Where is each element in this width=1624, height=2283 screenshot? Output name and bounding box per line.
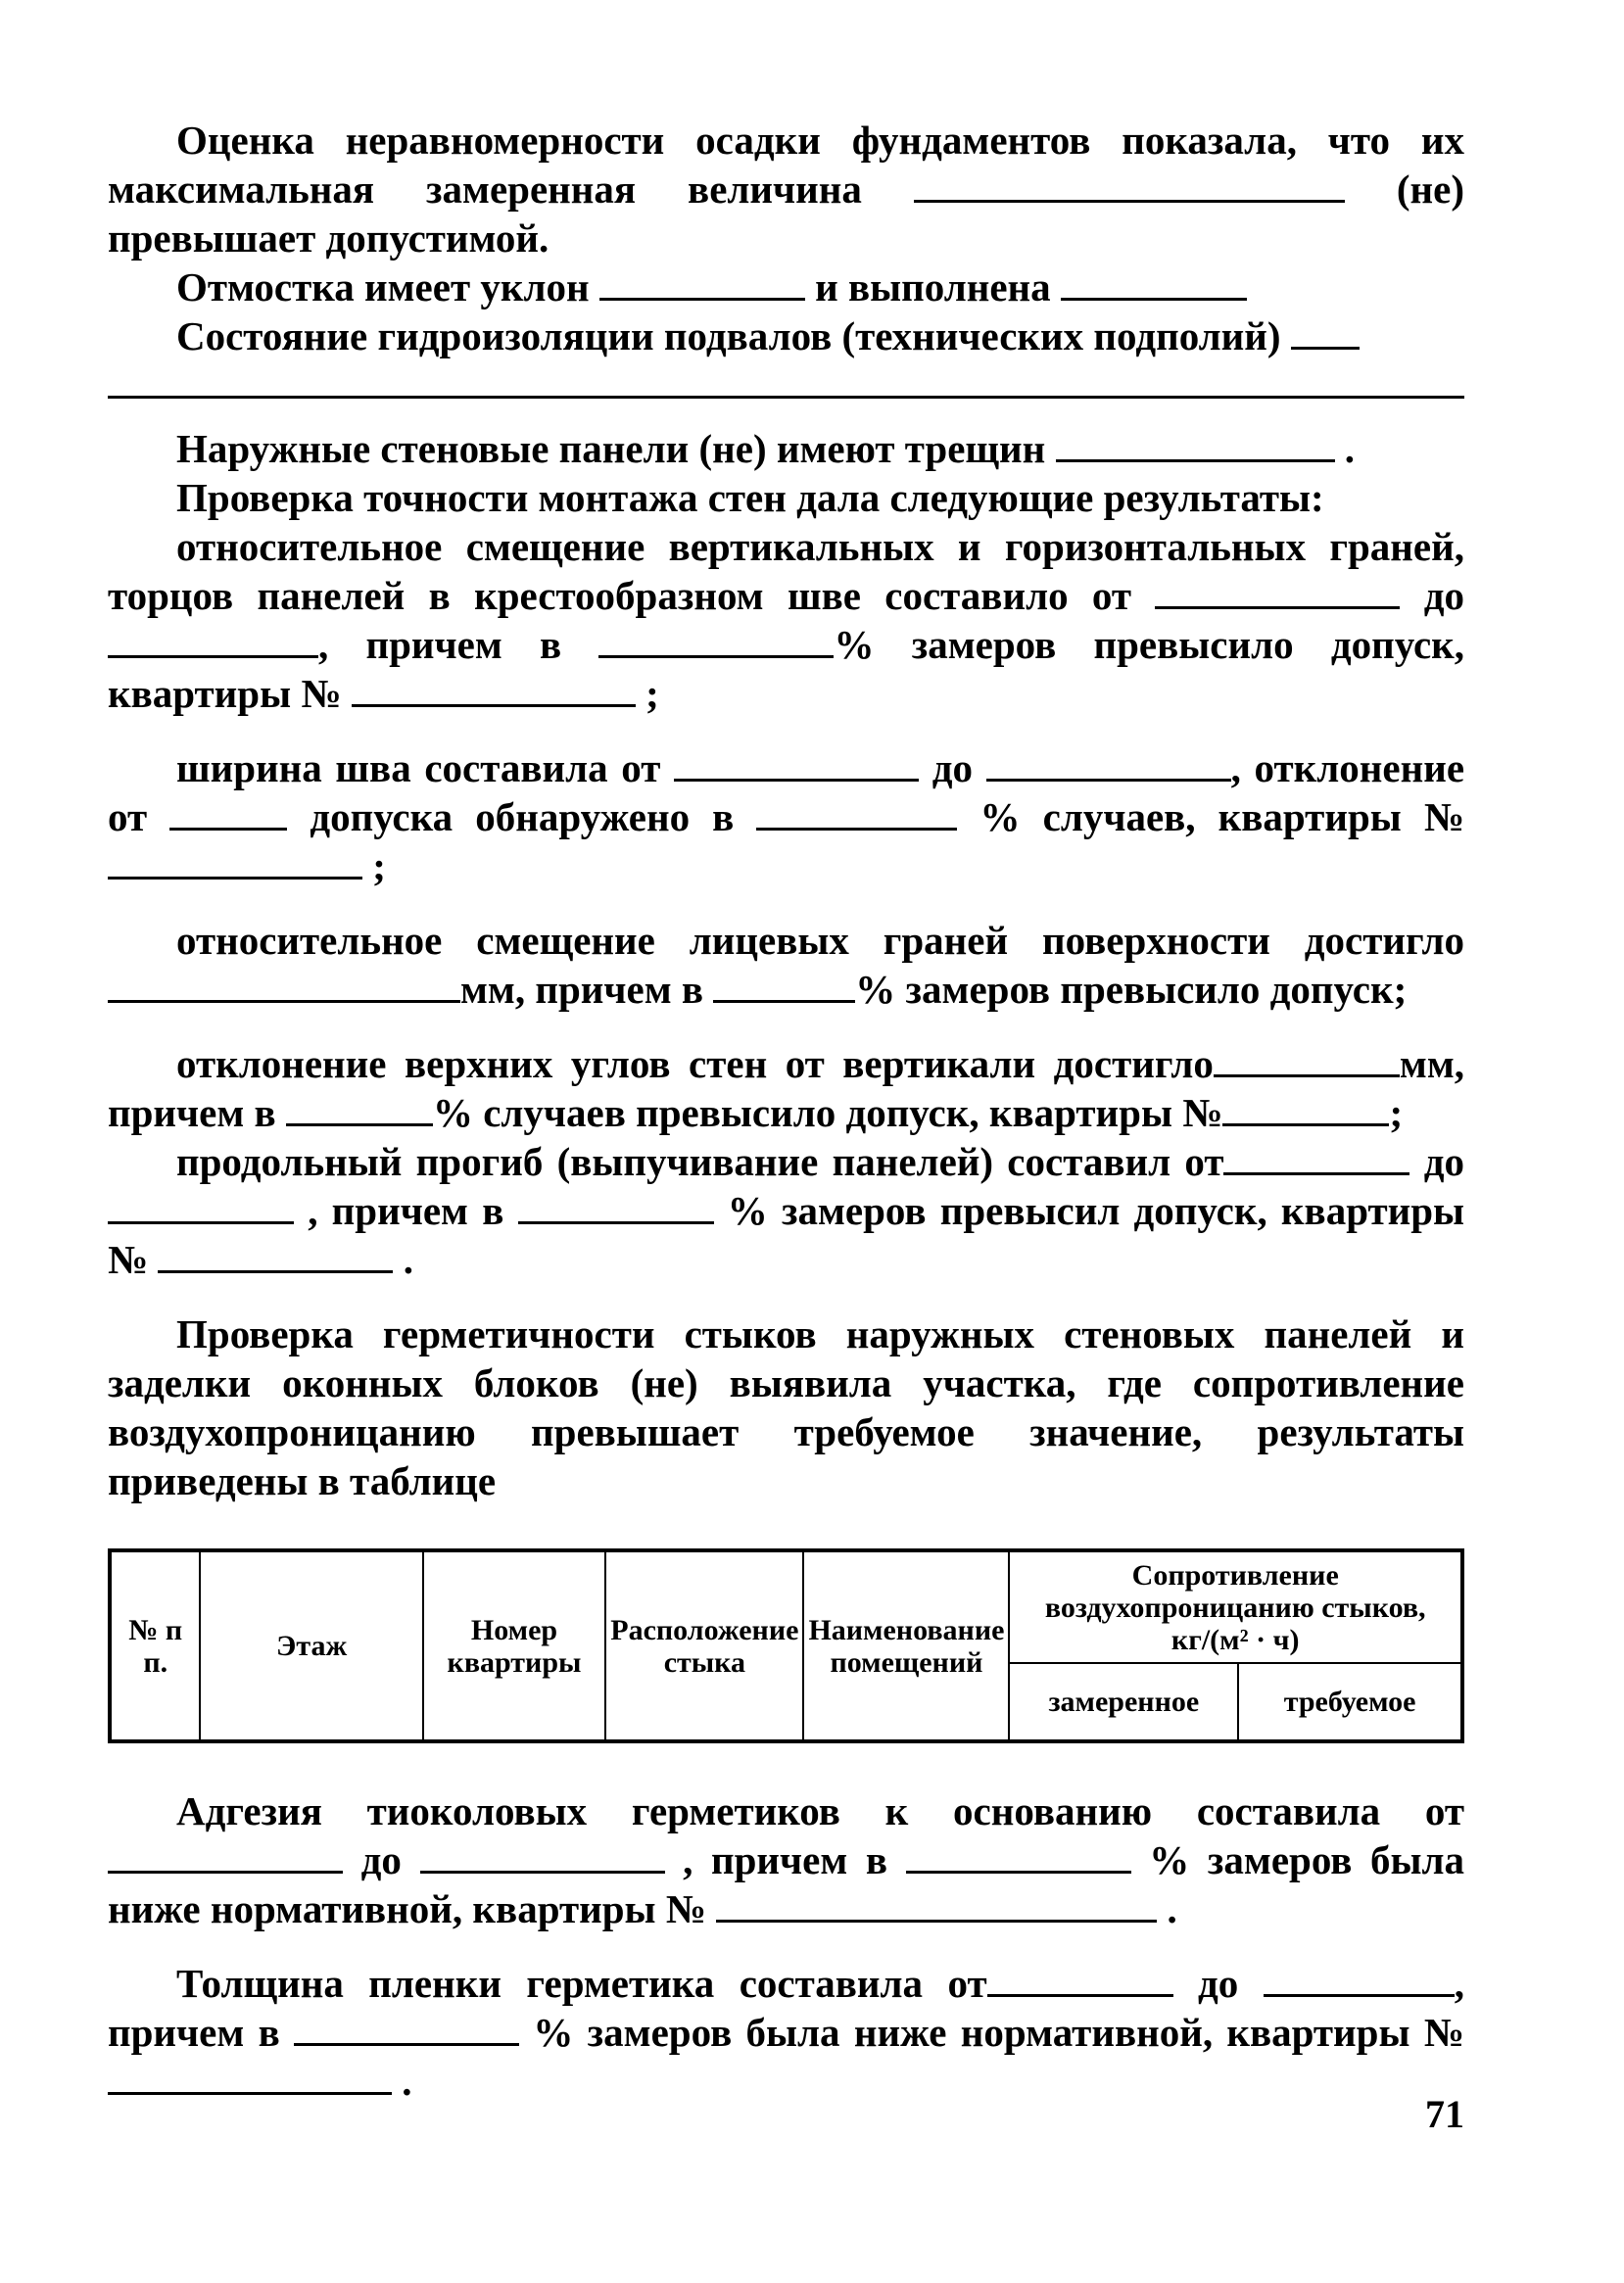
blank-field[interactable] [108,1192,294,1224]
text: % замеров превысило допуск, квартиры № [108,622,1465,716]
page-number: 71 [1425,2092,1464,2136]
blank-field[interactable] [756,798,957,831]
blank-field[interactable] [108,626,318,658]
text: % случаев, квартиры № [979,794,1465,839]
text: относительное смещение вертикальных и горизонтальных граней, торцов панелей в крестообразном шве составило от [108,524,1464,618]
text: до [1423,573,1464,618]
blank-field[interactable] [1223,1143,1409,1175]
text: ; [1389,1090,1404,1135]
paragraph-panel-bow [108,1137,1464,1284]
text: (не) превышает допустимой. [108,166,1464,261]
text: . [1167,1886,1177,1931]
text: мм, причем в [460,967,704,1012]
paragraph-joint-tightness [108,1309,1464,1505]
header-joint-location: Расположение стыка [605,1550,803,1741]
paragraph-corner-deviation [108,1039,1464,1137]
text: до [1423,1139,1465,1184]
blank-field[interactable] [108,971,460,1003]
text: , причем в [683,1837,888,1882]
blank-field[interactable] [987,1965,1173,1997]
text: % случаев превысило допуск, квартиры № [432,1090,1223,1135]
blank-field[interactable] [716,1890,1157,1923]
text: до [1198,1961,1239,2006]
blank-field[interactable] [352,675,636,707]
blank-field[interactable] [906,1841,1131,1874]
blank-field[interactable] [1222,1094,1389,1126]
text: . [403,1237,413,1282]
text: % замеров превысил допуск, квартиры № [108,1188,1465,1282]
text: , причем в [318,622,562,667]
blank-field[interactable] [420,1841,665,1874]
blank-field[interactable] [986,749,1231,782]
paragraph-film-thickness [108,1959,1464,2106]
air-permeability-table [108,1548,1464,1743]
blank-field[interactable] [1291,317,1360,350]
text: Отмостка имеет уклон [176,264,590,309]
text: Адгезия тиоколовых герметиков к основанию составила от [176,1788,1464,1833]
paragraph-seam-width [108,743,1464,890]
blank-field[interactable] [1264,1965,1455,1997]
text: допуска обнаружено в [310,794,735,839]
blank-field[interactable] [1214,1045,1400,1077]
text: до [360,1837,402,1882]
paragraph-joint-shift [108,522,1464,718]
text: до [931,745,973,790]
text: и выполнена [815,264,1051,309]
blank-line[interactable] [108,360,1464,399]
text: Состояние гидроизоляции подвалов (технических подполий) [176,313,1281,358]
blank-field[interactable] [713,971,855,1003]
paragraph-foundation-settlement [108,116,1464,262]
text: отклонение верхних углов стен от вертикали достигло [176,1041,1214,1086]
header-resistance: Сопротивление воздухопроницанию стыков, кг/(м² · ч) [1009,1550,1462,1663]
text: Толщина пленки герметика составила от [176,1961,987,2006]
text: мм, причем в [108,1041,1464,1135]
text: % замеров была ниже нормативной, квартиры № [108,1837,1465,1931]
blank-field[interactable] [599,268,805,301]
blank-field[interactable] [674,749,919,782]
text: . [402,2059,412,2104]
blank-field[interactable] [1061,268,1247,301]
blank-field[interactable] [294,2014,519,2046]
header-row-number: № п п. [110,1550,200,1741]
text: Проверка герметичности стыков наружных стеновых панелей и заделки оконных блоков (не) выявила участка, где сопротивление воздухопроницанию превышает требуемое значение, результаты приведены в таблице [108,1311,1464,1503]
header-floor: Этаж [200,1550,422,1741]
blank-field[interactable] [108,847,362,880]
text: продольный прогиб (выпучивание панелей) составил от [176,1139,1224,1184]
text: . [1344,426,1356,471]
text: ширина шва составила от [176,745,661,790]
paragraph-mounting-check [108,473,1464,522]
document-page [108,116,1464,2106]
text: Проверка точности монтажа стен дала следующие результаты: [176,475,1324,520]
text: ; [645,671,659,716]
header-measured: замеренное [1009,1663,1238,1741]
text: Оценка неравномерности осадки фундаментов показала, что их максимальная замеренная величина [108,118,1464,212]
text: относительное смещение лицевых граней поверхности достигло [176,918,1464,963]
blank-field[interactable] [108,2063,392,2095]
header-required: требуемое [1238,1663,1462,1741]
text: % замеров превысило допуск; [855,967,1408,1012]
blank-field[interactable] [169,798,287,831]
blank-field[interactable] [108,1841,343,1874]
paragraph-panels-cracks [108,424,1464,473]
header-apartment-number: Номер квартиры [423,1550,606,1741]
text: % замеров была ниже нормативной, квартиры № [533,2010,1465,2055]
blank-field[interactable] [1056,430,1335,462]
text: ; [372,843,386,888]
blank-field[interactable] [518,1192,714,1224]
blank-field[interactable] [158,1241,393,1273]
paragraph-adhesion [108,1786,1464,1933]
text: , причем в [308,1188,504,1233]
header-room-names: Наименование помещений [803,1550,1009,1741]
paragraph-face-shift [108,916,1464,1014]
blank-field[interactable] [286,1094,433,1126]
text: Наружные стеновые панели (не) имеют трещин [176,426,1046,471]
blank-field[interactable] [598,626,834,658]
blank-field[interactable] [1155,577,1400,609]
text: , отклонение от [108,745,1465,839]
text: , причем в [108,1961,1464,2055]
blank-field[interactable] [914,170,1345,203]
paragraph-otmostka [108,262,1464,311]
paragraph-hydroisolation [108,311,1464,360]
